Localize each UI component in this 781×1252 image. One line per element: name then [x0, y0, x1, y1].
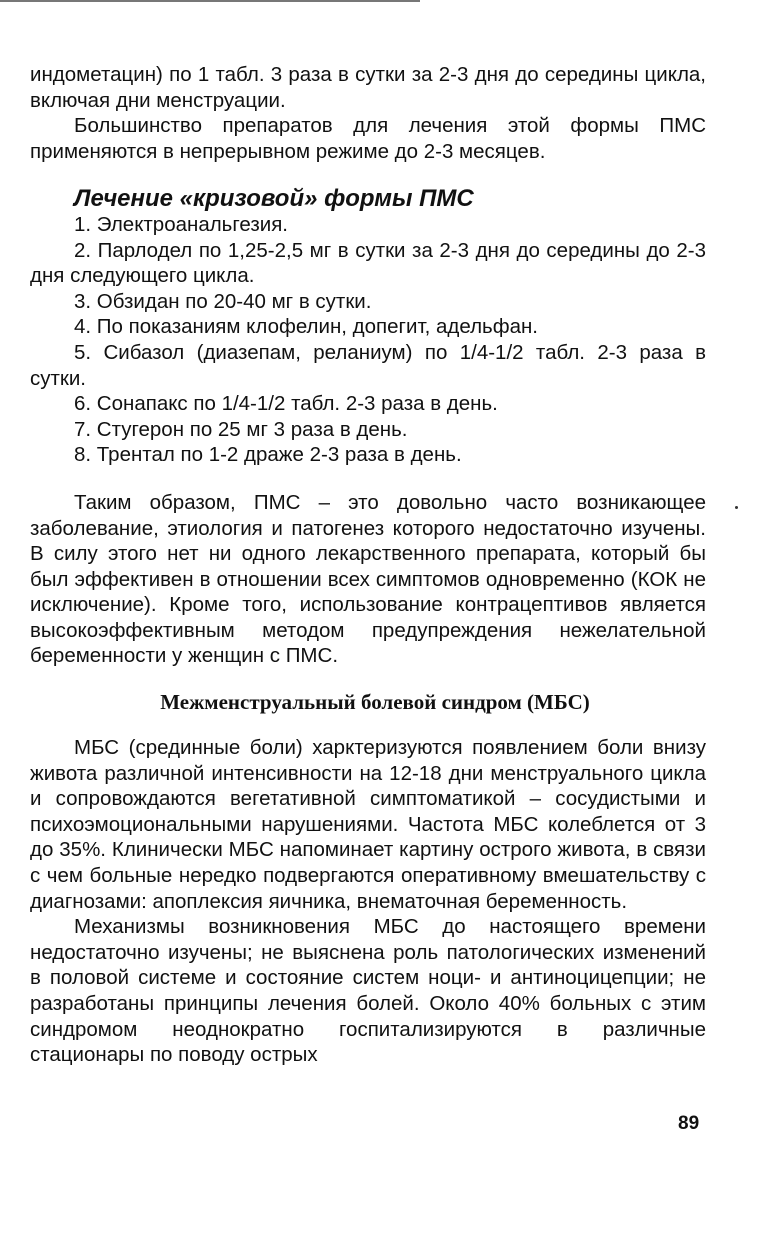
print-speck — [735, 506, 738, 509]
crisis-form-heading: Лечение «кризовой» формы ПМС — [74, 185, 474, 213]
list-item: 8. Трентал по 1-2 драже 2-3 раза в день. — [74, 443, 462, 467]
spacer — [30, 164, 706, 186]
top-rule — [0, 0, 420, 2]
list-item: 1. Электроанальгезия. — [74, 212, 288, 236]
spacer — [30, 468, 706, 490]
mbs-paragraph-mechanisms: Механизмы возникновения МБС до настоящего времени недостаточно изучены; не выяснена роль патологических изменений в половой системе и состояние систем ноци- и антиноцицепции; не разработаны принципы лечения болей. Около 40% больных с этим синдромом неоднократно госпитализируются в различные стационары по поводу острых — [30, 915, 706, 1067]
page-content — [30, 62, 706, 1068]
crisis-treatment-list — [30, 212, 706, 468]
list-item: 2. Парлодел по 1,25-2,5 мг в сутки за 2-3 дня до середины до 2-3 дня следующего цикла. — [30, 238, 706, 288]
list-item: 5. Сибазол (диазепам, реланиум) по 1/4-1/2 табл. 2-3 раза в сутки. — [30, 340, 706, 390]
list-item: 4. По показаниям клофелин, допегит, адельфан. — [74, 315, 538, 339]
list-item: 6. Сонапакс по 1/4-1/2 табл. 2-3 раза в день. — [74, 392, 498, 416]
list-item: 3. Обзидан по 20-40 мг в сутки. — [74, 289, 372, 313]
conclusion-paragraph: Таким образом, ПМС – это довольно часто возникающее заболевание, этиология и патогенез которого недостаточно изучены. В силу этого нет ни одного лекарственного препарата, который бы был эффективен в отношении всех симптомов одновременно (КОК не исключение). Кроме того, использование контрацептивов является высокоэффективным методом предупреждения нежелательной беременности у женщин с ПМС. — [30, 490, 706, 668]
paragraph-continuous-regimen: Большинство препаратов для лечения этой формы ПМС применяются в непрерывном режиме до 2-3 месяцев. — [30, 114, 706, 163]
mbs-section-heading: Межменструальный болевой синдром (МБС) — [160, 690, 590, 715]
spacer — [30, 715, 706, 735]
list-item: 7. Стугерон по 25 мг 3 раза в день. — [74, 417, 408, 441]
mbs-paragraph-definition: МБС (срединные боли) харктеризуются появлением боли внизу живота различной интенсивности на 12-18 дни менструального цикла и сопровождаются вегетативной симптоматикой – сосудистыми и психоэмоциональными нарушениями. Частота МБС колеблется от 3 до 35%. Клинически МБС напоминает картину острого живота, в связи с чем больные нередко подвергаются оперативному вмешательству с диагнозами: апоплексия яичника, внематочная беременность. — [30, 736, 706, 913]
paragraph-continuation: индометацин) по 1 табл. 3 раза в сутки за 2-3 дня до середины цикла, включая дни менструации. — [30, 63, 706, 112]
page-number: 89 — [678, 1113, 700, 1134]
spacer — [30, 669, 706, 689]
